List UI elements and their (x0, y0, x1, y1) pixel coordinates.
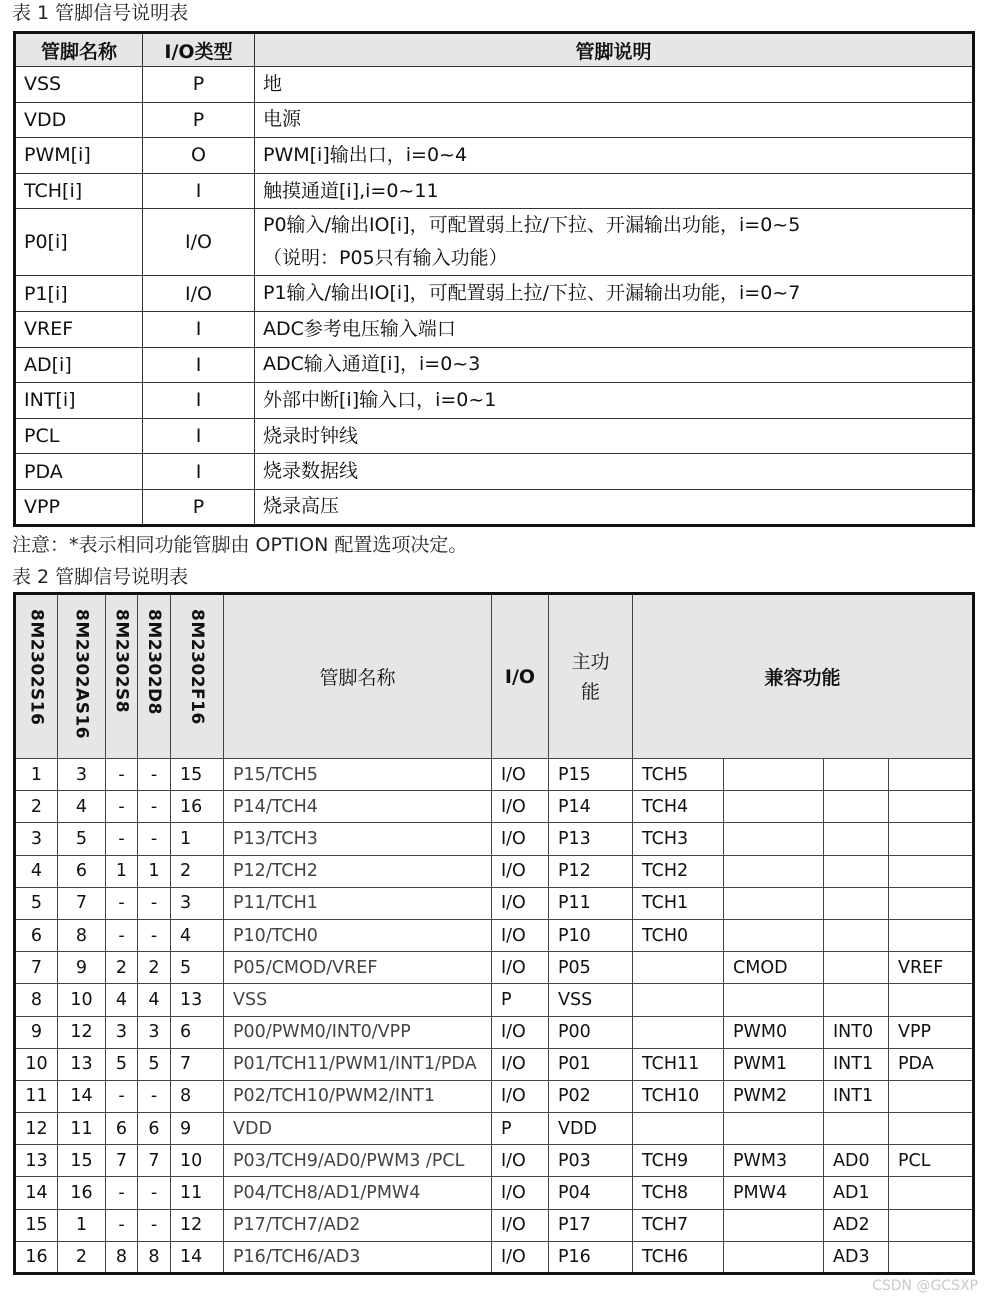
pkg-s8-cell: 3 (106, 1016, 138, 1048)
pkg-s16-cell: 2 (15, 791, 58, 823)
main-function-cell: VSS (549, 984, 633, 1016)
pin-name-cell: VDD (15, 102, 143, 138)
main-function-cell: VDD (549, 1113, 633, 1145)
table-row (15, 311, 974, 347)
compat-function-cell: VPP (889, 1016, 974, 1048)
compat-function-cell (889, 1209, 974, 1241)
io-cell: I/O (492, 1016, 549, 1048)
compat-function-cell: AD0 (824, 1145, 889, 1177)
compat-function-cell: AD2 (824, 1209, 889, 1241)
pin-name-cell: PCL (15, 418, 143, 454)
io-cell: I/O (492, 1145, 549, 1177)
io-type-cell: P (143, 102, 255, 138)
pkg-f16-cell: 12 (171, 1209, 224, 1241)
table-row (15, 418, 974, 454)
pkg-as16-cell: 3 (58, 759, 106, 791)
main-function-cell: P12 (549, 855, 633, 887)
compat-function-cell (889, 919, 974, 951)
compat-function-cell: PWM0 (724, 1016, 824, 1048)
description-text: P0输入/输出IO[i]，可配置弱上拉/下拉、开漏输出功能，i=0~5 (263, 214, 801, 237)
pin-description-cell (255, 173, 974, 209)
option-note: 注意：*表示相同功能管脚由 OPTION 配置选项决定。 (12, 534, 468, 556)
io-cell: I/O (492, 1241, 549, 1273)
pkg-s16-cell: 3 (15, 823, 58, 855)
compat-function-cell: TCH0 (633, 919, 724, 951)
compat-function-cell: TCH4 (633, 791, 724, 823)
main-function-cell: P04 (549, 1177, 633, 1209)
io-cell: I/O (492, 1048, 549, 1080)
pkg-s16-cell: 13 (15, 1145, 58, 1177)
description-text: 烧录数据线 (263, 460, 359, 483)
description-note: （说明：P05只有输入功能） (263, 247, 508, 270)
pkg-as16-cell: 8 (58, 919, 106, 951)
compat-function-cell: INT1 (824, 1048, 889, 1080)
pin-description-cell (255, 489, 974, 525)
io-type-cell: I (143, 311, 255, 347)
pin-name-cell: PDA (15, 454, 143, 490)
table-row (15, 1241, 974, 1273)
pkg-as16-cell: 6 (58, 855, 106, 887)
io-cell: I/O (492, 759, 549, 791)
pin-name-cell: P0[i] (15, 209, 143, 276)
pkg-s8-cell: 8 (106, 1241, 138, 1273)
table-row (15, 1048, 974, 1080)
pkg-s16-cell: 12 (15, 1113, 58, 1145)
pkg-s16-cell: 6 (15, 919, 58, 951)
table2-caption: 表 2 管脚信号说明表 (12, 566, 189, 588)
pkg-f16-cell: 11 (171, 1177, 224, 1209)
pin-name-cell: TCH[i] (15, 173, 143, 209)
pin-name-cell: P11/TCH1 (224, 887, 492, 919)
compat-function-cell (633, 1113, 724, 1145)
pin-name-cell: P17/TCH7/AD2 (224, 1209, 492, 1241)
header-pin-name: 管脚名称 (15, 33, 143, 67)
pkg-s8-cell: - (106, 1209, 138, 1241)
description-text: ADC输入通道[i]，i=0~3 (263, 353, 481, 376)
table-row (15, 1113, 974, 1145)
pkg-d8-cell: - (138, 1177, 171, 1209)
compat-function-cell (824, 823, 889, 855)
pkg-f16-cell: 4 (171, 919, 224, 951)
compat-function-cell (724, 1209, 824, 1241)
pin-name-cell: PWM[i] (15, 138, 143, 174)
pkg-as16-cell: 16 (58, 1177, 106, 1209)
main-function-cell: P11 (549, 887, 633, 919)
pkg-d8-cell: 7 (138, 1145, 171, 1177)
header-pkg-s8: 8M2302S8 (106, 594, 138, 759)
pkg-d8-cell: 1 (138, 855, 171, 887)
compat-function-cell: PCL (889, 1145, 974, 1177)
compat-function-cell (889, 791, 974, 823)
header-pin-name: 管脚名称 (224, 594, 492, 759)
compat-function-cell (889, 823, 974, 855)
compat-function-cell (724, 984, 824, 1016)
pkg-s16-cell: 1 (15, 759, 58, 791)
compat-function-cell: PWM1 (724, 1048, 824, 1080)
main-function-cell: P15 (549, 759, 633, 791)
header-pkg-as16: 8M2302AS16 (58, 594, 106, 759)
compat-function-cell: PWM2 (724, 1080, 824, 1112)
pkg-d8-cell: 3 (138, 1016, 171, 1048)
io-type-cell: O (143, 138, 255, 174)
table-row (15, 984, 974, 1016)
compat-function-cell (889, 855, 974, 887)
main-function-cell: P16 (549, 1241, 633, 1273)
io-cell: I/O (492, 919, 549, 951)
pin-name-cell: INT[i] (15, 383, 143, 419)
pkg-s8-cell: - (106, 823, 138, 855)
pkg-s16-cell: 15 (15, 1209, 58, 1241)
header-pkg-f16: 8M2302F16 (171, 594, 224, 759)
compat-function-cell (824, 759, 889, 791)
compat-function-cell: TCH1 (633, 887, 724, 919)
pin-description-cell (255, 209, 974, 276)
pin-name-cell: P03/TCH9/AD0/PWM3 /PCL (224, 1145, 492, 1177)
pkg-s16-cell: 16 (15, 1241, 58, 1273)
pkg-s16-cell: 5 (15, 887, 58, 919)
pkg-d8-cell: - (138, 887, 171, 919)
description-text: P1输入/输出IO[i]，可配置弱上拉/下拉、开漏输出功能，i=0~7 (263, 282, 801, 305)
io-type-cell: I/O (143, 209, 255, 276)
compat-function-cell: PWM3 (724, 1145, 824, 1177)
compat-function-cell: PMW4 (724, 1177, 824, 1209)
pkg-f16-cell: 1 (171, 823, 224, 855)
table1-header-row (15, 33, 974, 67)
pkg-s16-cell: 9 (15, 1016, 58, 1048)
compat-function-cell: TCH6 (633, 1241, 724, 1273)
io-cell: I/O (492, 855, 549, 887)
main-function-cell: P14 (549, 791, 633, 823)
pkg-s8-cell: - (106, 887, 138, 919)
pin-description-cell (255, 418, 974, 454)
compat-function-cell (824, 984, 889, 1016)
pkg-f16-cell: 3 (171, 887, 224, 919)
pin-name-cell: P05/CMOD/VREF (224, 952, 492, 984)
pin-name-cell: P10/TCH0 (224, 919, 492, 951)
pkg-f16-cell: 16 (171, 791, 224, 823)
pkg-f16-cell: 9 (171, 1113, 224, 1145)
pin-signal-table-1 (13, 31, 975, 527)
table-row (15, 454, 974, 490)
compat-function-cell: TCH7 (633, 1209, 724, 1241)
io-cell: P (492, 1113, 549, 1145)
pkg-as16-cell: 2 (58, 1241, 106, 1273)
table2-header-row (15, 594, 974, 759)
compat-function-cell: TCH11 (633, 1048, 724, 1080)
watermark: CSDN @GCSXP (872, 1278, 978, 1294)
compat-function-cell (724, 823, 824, 855)
io-cell: I/O (492, 952, 549, 984)
io-cell: I/O (492, 1209, 549, 1241)
pin-description-cell (255, 138, 974, 174)
pin-name-cell: P15/TCH5 (224, 759, 492, 791)
table-row (15, 1016, 974, 1048)
compat-function-cell: CMOD (724, 952, 824, 984)
io-type-cell: P (143, 489, 255, 525)
table-row (15, 347, 974, 383)
io-type-cell: I (143, 418, 255, 454)
main-function-cell: P00 (549, 1016, 633, 1048)
pkg-f16-cell: 14 (171, 1241, 224, 1273)
pin-description-cell (255, 347, 974, 383)
compat-function-cell: AD1 (824, 1177, 889, 1209)
pin-name-cell: VSS (224, 984, 492, 1016)
pkg-s16-cell: 7 (15, 952, 58, 984)
header-pin-description: 管脚说明 (255, 33, 974, 67)
compat-function-cell: PDA (889, 1048, 974, 1080)
pin-name-cell: VREF (15, 311, 143, 347)
compat-function-cell (824, 791, 889, 823)
pkg-s8-cell: 2 (106, 952, 138, 984)
compat-function-cell (633, 984, 724, 1016)
compat-function-cell (824, 887, 889, 919)
pkg-s8-cell: - (106, 759, 138, 791)
compat-function-cell: TCH9 (633, 1145, 724, 1177)
main-function-cell: P01 (549, 1048, 633, 1080)
pkg-as16-cell: 9 (58, 952, 106, 984)
pin-description-cell (255, 102, 974, 138)
pin-description-cell (255, 276, 974, 312)
table-row (15, 1080, 974, 1112)
table-row (15, 489, 974, 525)
pkg-as16-cell: 10 (58, 984, 106, 1016)
compat-function-cell: AD3 (824, 1241, 889, 1273)
table-row (15, 919, 974, 951)
pkg-as16-cell: 5 (58, 823, 106, 855)
description-text: 触摸通道[i],i=0~11 (263, 179, 439, 202)
pkg-f16-cell: 8 (171, 1080, 224, 1112)
description-text: 烧录高压 (263, 495, 340, 518)
table-row (15, 173, 974, 209)
compat-function-cell (824, 952, 889, 984)
compat-function-cell: VREF (889, 952, 974, 984)
pkg-as16-cell: 12 (58, 1016, 106, 1048)
table-row (15, 383, 974, 419)
compat-function-cell (724, 855, 824, 887)
compat-function-cell (824, 919, 889, 951)
pin-name-cell: P04/TCH8/AD1/PMW4 (224, 1177, 492, 1209)
pkg-as16-cell: 7 (58, 887, 106, 919)
pin-name-cell: P12/TCH2 (224, 855, 492, 887)
pkg-as16-cell: 15 (58, 1145, 106, 1177)
pin-description-cell (255, 67, 974, 103)
compat-function-cell (889, 1177, 974, 1209)
pkg-d8-cell: - (138, 759, 171, 791)
pkg-as16-cell: 4 (58, 791, 106, 823)
pkg-f16-cell: 2 (171, 855, 224, 887)
pkg-d8-cell: 6 (138, 1113, 171, 1145)
pkg-d8-cell: - (138, 1209, 171, 1241)
pkg-s8-cell: - (106, 919, 138, 951)
io-cell: I/O (492, 823, 549, 855)
description-text: ADC参考电压输入端口 (263, 317, 456, 340)
table-row (15, 1209, 974, 1241)
pkg-s8-cell: 1 (106, 855, 138, 887)
compat-function-cell: INT0 (824, 1016, 889, 1048)
pin-name-cell: VDD (224, 1113, 492, 1145)
table-row (15, 887, 974, 919)
compat-function-cell (724, 1241, 824, 1273)
compat-function-cell (724, 759, 824, 791)
table-row (15, 102, 974, 138)
compat-function-cell: TCH5 (633, 759, 724, 791)
pkg-f16-cell: 13 (171, 984, 224, 1016)
table-row (15, 67, 974, 103)
pin-name-cell: P16/TCH6/AD3 (224, 1241, 492, 1273)
pkg-s8-cell: 7 (106, 1145, 138, 1177)
header-main-function: 主功能 (549, 594, 633, 759)
pin-name-cell: AD[i] (15, 347, 143, 383)
table-row (15, 138, 974, 174)
compat-function-cell (724, 919, 824, 951)
header-compat-function: 兼容功能 (633, 594, 974, 759)
compat-function-cell (724, 791, 824, 823)
pin-description-cell (255, 311, 974, 347)
pkg-as16-cell: 13 (58, 1048, 106, 1080)
description-text: 地 (263, 72, 283, 95)
main-function-cell: P17 (549, 1209, 633, 1241)
compat-function-cell (724, 1113, 824, 1145)
table-row (15, 791, 974, 823)
pin-name-cell: P01/TCH11/PWM1/INT1/PDA (224, 1048, 492, 1080)
compat-function-cell: TCH8 (633, 1177, 724, 1209)
pkg-d8-cell: - (138, 791, 171, 823)
compat-function-cell (889, 887, 974, 919)
pin-name-cell: P00/PWM0/INT0/VPP (224, 1016, 492, 1048)
compat-function-cell (889, 759, 974, 791)
table-row (15, 855, 974, 887)
io-type-cell: I (143, 383, 255, 419)
compat-function-cell: TCH2 (633, 855, 724, 887)
table-row (15, 209, 974, 276)
pkg-d8-cell: - (138, 823, 171, 855)
compat-function-cell (824, 1113, 889, 1145)
compat-function-cell (824, 855, 889, 887)
pkg-f16-cell: 10 (171, 1145, 224, 1177)
table-row (15, 276, 974, 312)
pin-name-cell: P1[i] (15, 276, 143, 312)
pkg-as16-cell: 1 (58, 1209, 106, 1241)
compat-function-cell (724, 887, 824, 919)
compat-function-cell (889, 1113, 974, 1145)
pkg-s16-cell: 4 (15, 855, 58, 887)
pkg-as16-cell: 11 (58, 1113, 106, 1145)
pin-name-cell: P13/TCH3 (224, 823, 492, 855)
pkg-s16-cell: 8 (15, 984, 58, 1016)
compat-function-cell (633, 952, 724, 984)
header-io-type: I/O类型 (143, 33, 255, 67)
pkg-s16-cell: 14 (15, 1177, 58, 1209)
description-text: 电源 (263, 108, 302, 131)
header-pkg-s16: 8M2302S16 (15, 594, 58, 759)
pkg-d8-cell: 8 (138, 1241, 171, 1273)
description-text: 烧录时钟线 (263, 424, 359, 447)
pkg-f16-cell: 7 (171, 1048, 224, 1080)
io-cell: I/O (492, 791, 549, 823)
pkg-d8-cell: 4 (138, 984, 171, 1016)
pin-signal-table-2 (13, 592, 975, 1275)
table-row (15, 1177, 974, 1209)
pin-description-cell (255, 454, 974, 490)
pkg-s8-cell: - (106, 791, 138, 823)
pkg-s8-cell: 6 (106, 1113, 138, 1145)
compat-function-cell (889, 1080, 974, 1112)
io-cell: I/O (492, 887, 549, 919)
compat-function-cell: TCH10 (633, 1080, 724, 1112)
compat-function-cell: INT1 (824, 1080, 889, 1112)
pkg-f16-cell: 15 (171, 759, 224, 791)
pkg-s8-cell: - (106, 1177, 138, 1209)
io-cell: I/O (492, 1177, 549, 1209)
main-function-cell: P02 (549, 1080, 633, 1112)
compat-function-cell (633, 1016, 724, 1048)
pkg-s8-cell: - (106, 1080, 138, 1112)
compat-function-cell (889, 984, 974, 1016)
main-function-cell: P05 (549, 952, 633, 984)
pkg-f16-cell: 6 (171, 1016, 224, 1048)
main-function-cell: P13 (549, 823, 633, 855)
compat-function-cell (889, 1241, 974, 1273)
pkg-f16-cell: 5 (171, 952, 224, 984)
pin-name-cell: P02/TCH10/PWM2/INT1 (224, 1080, 492, 1112)
pkg-s8-cell: 4 (106, 984, 138, 1016)
pkg-d8-cell: 5 (138, 1048, 171, 1080)
table1-caption: 表 1 管脚信号说明表 (12, 2, 189, 24)
pkg-as16-cell: 14 (58, 1080, 106, 1112)
io-type-cell: I (143, 173, 255, 209)
table-row (15, 1145, 974, 1177)
main-function-cell: P03 (549, 1145, 633, 1177)
io-type-cell: I (143, 347, 255, 383)
header-pkg-d8: 8M2302D8 (138, 594, 171, 759)
table-row (15, 759, 974, 791)
pkg-d8-cell: - (138, 919, 171, 951)
pkg-d8-cell: 2 (138, 952, 171, 984)
compat-function-cell: TCH3 (633, 823, 724, 855)
io-cell: I/O (492, 1080, 549, 1112)
header-io: I/O (492, 594, 549, 759)
io-type-cell: I/O (143, 276, 255, 312)
io-type-cell: P (143, 67, 255, 103)
description-text: 外部中断[i]输入口，i=0~1 (263, 388, 497, 411)
pkg-d8-cell: - (138, 1080, 171, 1112)
pkg-s8-cell: 5 (106, 1048, 138, 1080)
io-cell: P (492, 984, 549, 1016)
main-function-cell: P10 (549, 919, 633, 951)
pin-name-cell: P14/TCH4 (224, 791, 492, 823)
pin-name-cell: VPP (15, 489, 143, 525)
pin-description-cell (255, 383, 974, 419)
pkg-s16-cell: 10 (15, 1048, 58, 1080)
table-row (15, 823, 974, 855)
table-row (15, 952, 974, 984)
pin-name-cell: VSS (15, 67, 143, 103)
description-text: PWM[i]输出口，i=0~4 (263, 143, 468, 166)
io-type-cell: I (143, 454, 255, 490)
pkg-s16-cell: 11 (15, 1080, 58, 1112)
